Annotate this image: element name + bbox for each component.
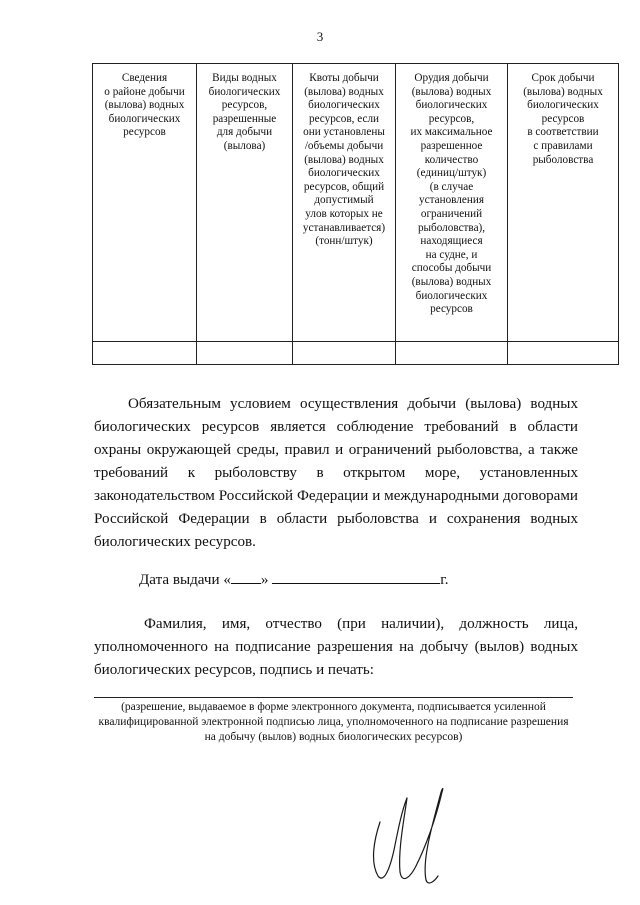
handwritten-signature <box>360 780 470 890</box>
table-cell <box>293 342 396 365</box>
issue-date-line <box>139 569 448 589</box>
header-species: Виды водных биологических ресурсов, разрешенные для добычи (вылова) <box>197 64 293 342</box>
header-fishing-period: Срок добычи (вылова) водных биологических ресурсов в соответствии с правилами рыболовства <box>508 64 619 342</box>
table-cell <box>93 342 197 365</box>
date-quote-close: » <box>260 572 269 588</box>
day-blank <box>231 569 261 584</box>
header-quotas: Квоты добычи (вылова) водных биологических ресурсов, если они установлены /объемы добычи (вылова) водных биологических ресурсов, общий допустимый улов которых не устанавливается) (тонн/штук) <box>293 64 396 342</box>
table-cell <box>508 342 619 365</box>
condition-paragraph: Обязательным условием осуществления добычи (вылова) водных биологических ресурсов является соблюдение требований в области охраны окружающей среды, правил и ограничений рыболовства, а также требований к рыболовству в открытом море, установленных законодательством Российской Федерации и международными договорами Российской Федерации в области рыболовства и сохранения водных биологических ресурсов. <box>94 396 578 550</box>
page-number: 3 <box>316 29 324 44</box>
month-blank <box>272 569 412 584</box>
table-cell <box>197 342 293 365</box>
fishing-quota-table <box>92 63 619 365</box>
year-suffix: г. <box>440 572 449 588</box>
signature-note: (разрешение, выдаваемое в форме электронного документа, подписывается усиленной квалифицированной электронной подписью лица, уполномоченного на подписание разрешения на добычу (вылов) водных биологических ресурсов) <box>98 701 569 743</box>
year-blank <box>412 569 440 584</box>
signature-line <box>94 697 573 698</box>
table-row <box>93 342 619 365</box>
header-area-info: Сведения о районе добычи (вылова) водных биологических ресурсов <box>93 64 197 342</box>
issue-date-label: Дата выдачи « <box>139 572 231 588</box>
table-cell <box>396 342 508 365</box>
table-header-row <box>93 64 619 342</box>
header-fishing-gear: Орудия добычи (вылова) водных биологических ресурсов, их максимальное разрешенное количество (единиц/штук) (в случае установления ограничений рыболовства), находящиеся на судне, и способы добычи (вылова) водных биологических ресурсов <box>396 64 508 342</box>
signatory-paragraph: Фамилия, имя, отчество (при наличии), должность лица, уполномоченного на подписание разрешения на добычу (вылов) водных биологических ресурсов, подпись и печать: <box>94 616 578 678</box>
